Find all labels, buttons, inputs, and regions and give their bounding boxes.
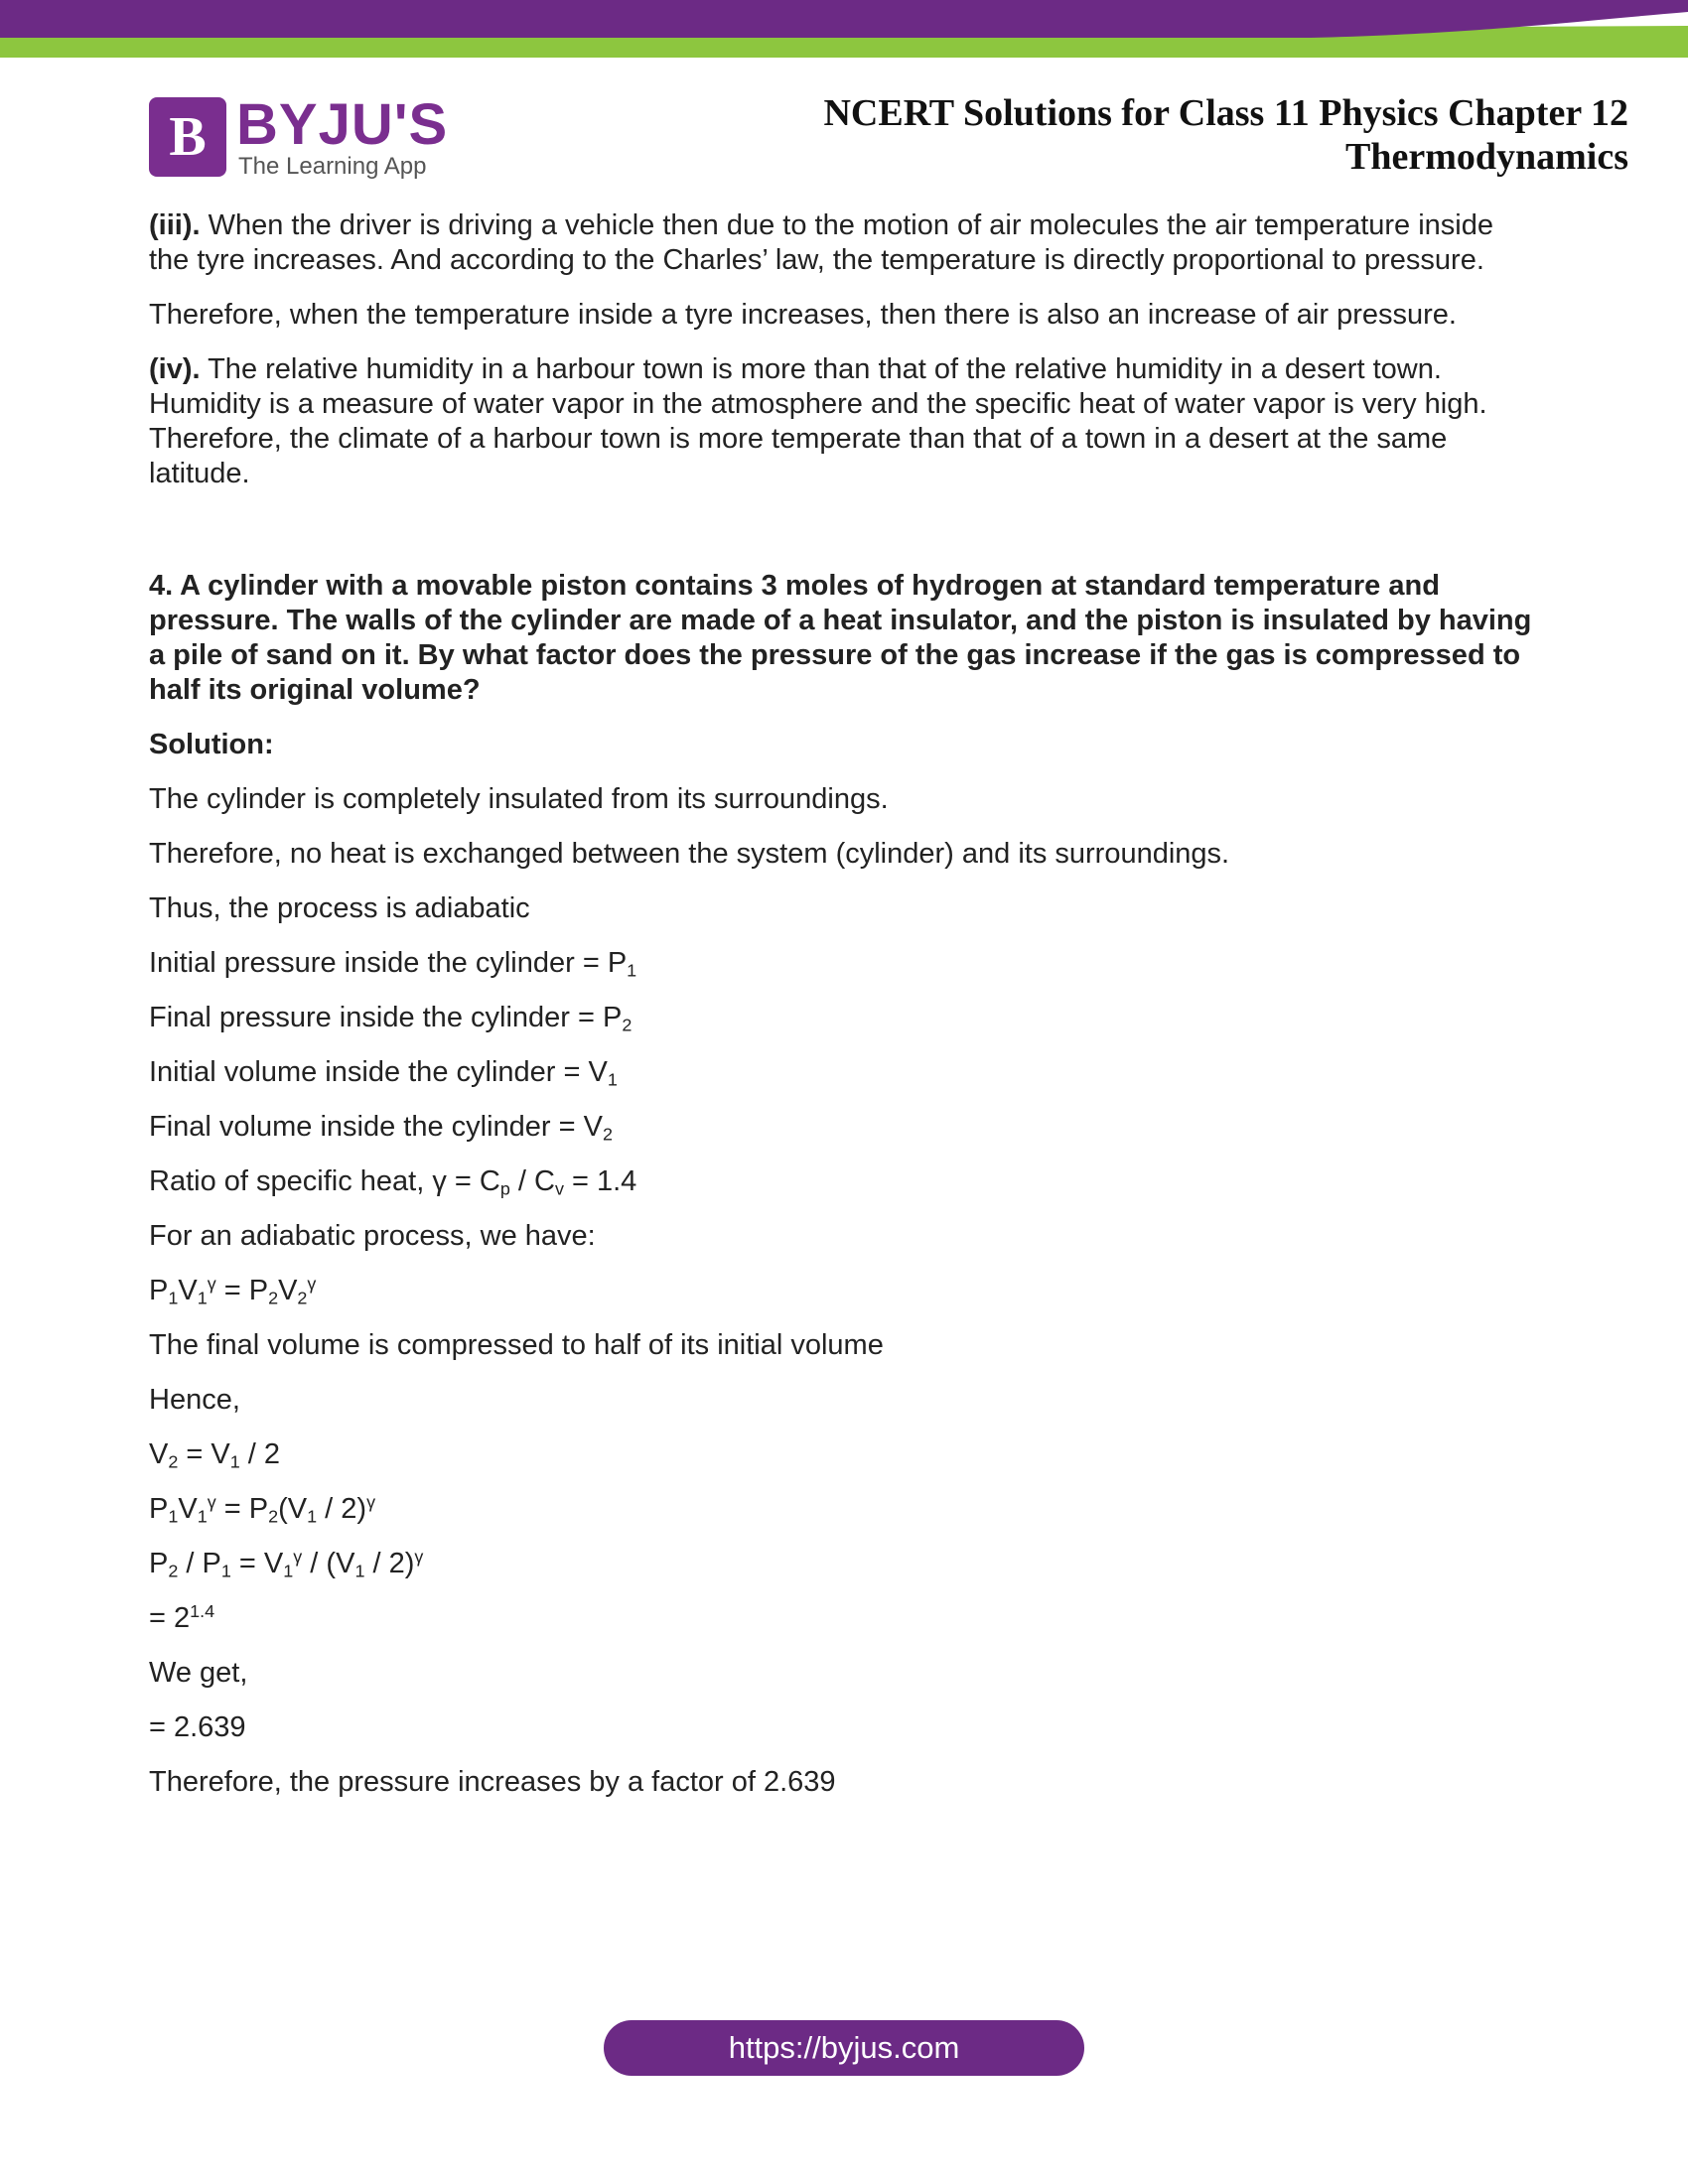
question-number: 4 (149, 570, 166, 602)
solution-line-v2: Final volume inside the cylinder = $V_2$ (149, 1111, 613, 1145)
logo-letter: B (169, 106, 207, 168)
solution-line: Thus, the process is adiabatic (149, 892, 530, 924)
text-iii: When the driver is driving a vehicle then due to the motion of air molecules the air temperature inside the tyre increases. And according to the Charles’ law, the temperature is directly proportional to pressure. (149, 209, 1493, 276)
logo-mark (149, 97, 226, 177)
paragraph-iv (149, 352, 1539, 491)
purple-stripe (0, 0, 1688, 38)
byjus-logo (149, 92, 449, 180)
solution-line: The cylinder is completely insulated from its surroundings. (149, 783, 889, 815)
equation-v2: $V_2 = V_1 / 2$ (149, 1438, 281, 1472)
document-body (149, 208, 1539, 1800)
label-iii: (iii). (149, 209, 201, 241)
text-iv: The relative humidity in a harbour town is more than that of the relative humidity in a desert town. Humidity is a measure of water vapor in the atmosphere and the specific heat of water vapor is very high. Therefore, the climate of a harbour town is more temperate than that of a town in a desert at the same latitude. (149, 353, 1487, 489)
paragraph-iii (149, 208, 1539, 278)
solution-line-p1: Initial pressure inside the cylinder = $P_1$ (149, 947, 637, 981)
header-decorative-band (0, 0, 1688, 62)
solution-line: For an adiabatic process, we have: (149, 1220, 596, 1252)
logo-tagline: The Learning App (238, 153, 427, 180)
solution-line-p2: Final pressure inside the cylinder = $P_2$ (149, 1002, 633, 1035)
title-line-1: NCERT Solutions for Class 11 Physics Chapter 12 (823, 92, 1628, 134)
solution-line: Therefore, no heat is exchanged between the system (cylinder) and its surroundings. (149, 838, 1230, 870)
title-line-2: Thermodynamics (1345, 136, 1628, 178)
question-4 (149, 569, 1539, 708)
solution-line-v1: Initial volume inside the cylinder = $V_1$ (149, 1056, 618, 1090)
equation-result: = 2.639 (149, 1711, 246, 1743)
paragraph-therefore: Therefore, when the temperature inside a tyre increases, then there is also an increase of air pressure. (149, 299, 1457, 331)
logo-wordmark: BYJU'S (236, 92, 449, 157)
solution-line-gamma: Ratio of specific heat, $\gamma = C_p / C_v = 1.4$ (149, 1165, 637, 1199)
page-title (735, 91, 1628, 179)
solution-line: The final volume is compressed to half of its initial volume (149, 1329, 884, 1361)
equation-adiabatic: $P_1V_1^\gamma = P_2V_2^\gamma$ (149, 1274, 317, 1308)
equation-substitution: $P_1V_1^\gamma = P_2(V_1 / 2)^\gamma$ (149, 1492, 376, 1527)
solution-line: Hence, (149, 1384, 240, 1416)
question-text: . A cylinder with a movable piston contains 3 moles of hydrogen at standard temperature and pressure. The walls of the cylinder are made of a heat insulator, and the piston is insulated by having a pile of sand on it. By what factor does the pressure of the gas increase if the gas is compressed to half its original volume? (149, 570, 1532, 706)
solution-label: Solution: (149, 729, 274, 760)
solution-conclusion: Therefore, the pressure increases by a factor of 2.639 (149, 1766, 836, 1798)
label-iv: (iv). (149, 353, 201, 385)
equation-ratio: $P_2 / P_1 = V_1^\gamma / (V_1 / 2)^\gamma$ (149, 1547, 424, 1581)
solution-line: We get, (149, 1657, 248, 1689)
footer-url-link[interactable]: https://byjus.com (604, 2020, 1084, 2076)
equation-power: = $2^{1.4}$ (149, 1601, 215, 1634)
